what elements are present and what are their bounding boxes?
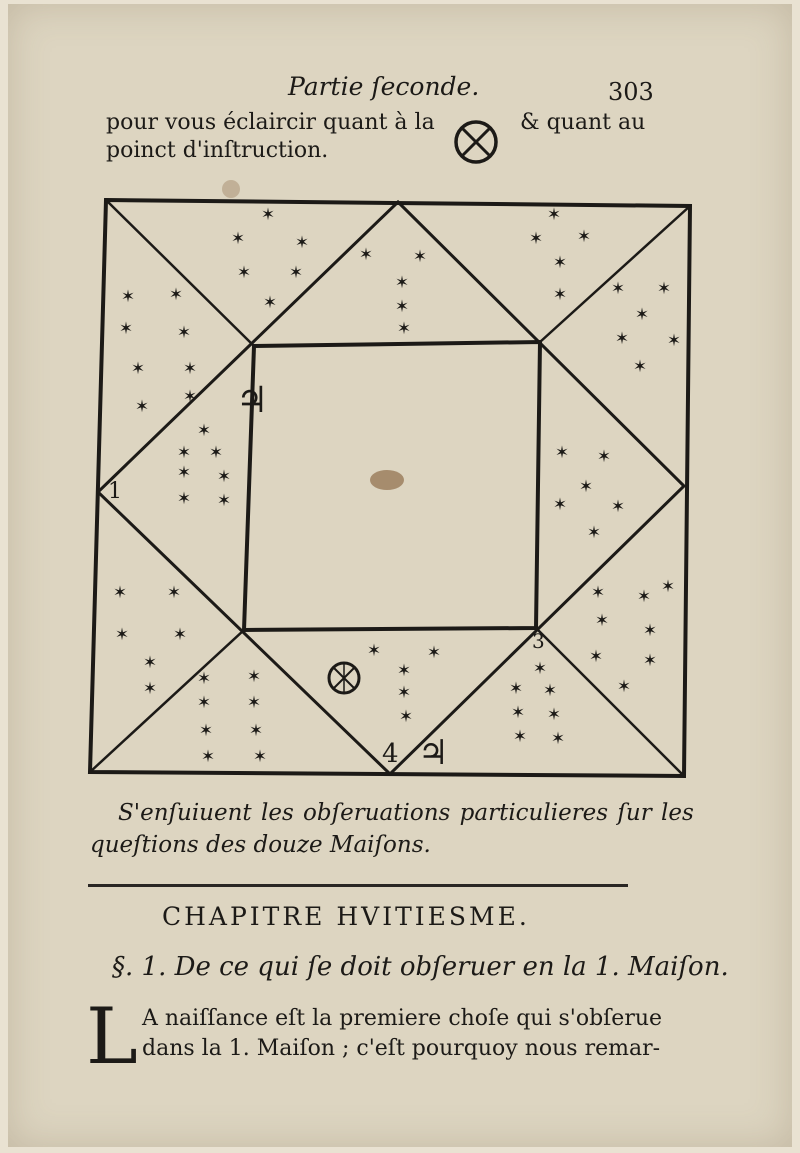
body-text-line-2: dans la 1. Maiſon ; c'eſt pourquoy nous remar- bbox=[142, 1036, 661, 1061]
star-glyph: ✶ bbox=[594, 611, 610, 631]
star-glyph: ✶ bbox=[230, 229, 246, 249]
star-glyph: ✶ bbox=[532, 659, 548, 679]
star-glyph: ✶ bbox=[636, 587, 652, 607]
star-glyph: ✶ bbox=[246, 693, 262, 713]
star-glyph: ✶ bbox=[412, 247, 428, 267]
star-glyph: ✶ bbox=[260, 205, 276, 225]
star-glyph: ✶ bbox=[358, 245, 374, 265]
intro-text-line-1a: pour vous éclaircir quant à la bbox=[106, 110, 435, 135]
intro-text-line-2: poinct d'inſtruction. bbox=[106, 138, 329, 163]
star-glyph: ✶ bbox=[632, 357, 648, 377]
star-glyph: ✶ bbox=[554, 443, 570, 463]
star-glyph: ✶ bbox=[546, 705, 562, 725]
section-divider bbox=[88, 884, 628, 887]
star-glyph: ✶ bbox=[550, 729, 566, 749]
house-number-4: 4 bbox=[382, 739, 399, 769]
page-number: 303 bbox=[608, 78, 654, 106]
star-glyph: ✶ bbox=[196, 421, 212, 441]
star-glyph: ✶ bbox=[396, 319, 412, 339]
house-number-1: 1 bbox=[108, 479, 122, 504]
jupiter-symbol: ♃ bbox=[418, 733, 449, 773]
star-glyph: ✶ bbox=[666, 331, 682, 351]
star-glyph: ✶ bbox=[546, 205, 562, 225]
star-glyph: ✶ bbox=[112, 583, 128, 603]
star-glyph: ✶ bbox=[208, 443, 224, 463]
star-glyph: ✶ bbox=[134, 397, 150, 417]
star-glyph: ✶ bbox=[528, 229, 544, 249]
body-text-line-1: A naiſſance eſt la premiere choſe qui s'obſerue bbox=[142, 1006, 663, 1031]
part-of-fortune-icon bbox=[452, 118, 500, 166]
star-glyph: ✶ bbox=[182, 359, 198, 379]
star-glyph: ✶ bbox=[196, 693, 212, 713]
star-glyph: ✶ bbox=[542, 681, 558, 701]
star-glyph: ✶ bbox=[590, 583, 606, 603]
star-glyph: ✶ bbox=[236, 263, 252, 283]
star-glyph: ✶ bbox=[288, 263, 304, 283]
caption-line-1: S'enſuiuent les obſeruations particulieres ſur les bbox=[118, 800, 694, 826]
star-glyph: ✶ bbox=[394, 273, 410, 293]
star-glyph: ✶ bbox=[294, 233, 310, 253]
star-glyph: ✶ bbox=[616, 677, 632, 697]
running-head: Partie ſeconde. bbox=[288, 72, 480, 101]
star-glyph: ✶ bbox=[176, 323, 192, 343]
star-glyph: ✶ bbox=[200, 747, 216, 767]
star-glyph: ✶ bbox=[552, 495, 568, 515]
star-glyph: ✶ bbox=[586, 523, 602, 543]
star-glyph: ✶ bbox=[398, 707, 414, 727]
star-glyph: ✶ bbox=[396, 683, 412, 703]
star-glyph: ✶ bbox=[596, 447, 612, 467]
star-glyph: ✶ bbox=[366, 641, 382, 661]
house-number-3: 3 bbox=[532, 629, 545, 653]
horoscope-chart bbox=[84, 190, 696, 780]
star-glyph: ✶ bbox=[176, 489, 192, 509]
star-glyph: ✶ bbox=[182, 387, 198, 407]
star-glyph: ✶ bbox=[262, 293, 278, 313]
star-glyph: ✶ bbox=[552, 253, 568, 273]
caption-line-2: queſtions des douze Maiſons. bbox=[90, 832, 431, 858]
star-glyph: ✶ bbox=[172, 625, 188, 645]
star-glyph: ✶ bbox=[142, 679, 158, 699]
star-glyph: ✶ bbox=[396, 661, 412, 681]
star-glyph: ✶ bbox=[576, 227, 592, 247]
star-glyph: ✶ bbox=[168, 285, 184, 305]
star-glyph: ✶ bbox=[114, 625, 130, 645]
star-glyph: ✶ bbox=[578, 477, 594, 497]
star-glyph: ✶ bbox=[512, 727, 528, 747]
star-glyph: ✶ bbox=[216, 467, 232, 487]
star-glyph: ✶ bbox=[426, 643, 442, 663]
star-glyph: ✶ bbox=[656, 279, 672, 299]
star-glyph: ✶ bbox=[510, 703, 526, 723]
star-glyph: ✶ bbox=[642, 621, 658, 641]
star-glyph: ✶ bbox=[508, 679, 524, 699]
star-glyph: ✶ bbox=[216, 491, 232, 511]
section-title: §. 1. De ce qui ſe doit obſeruer en la 1. Maiſon. bbox=[112, 952, 729, 982]
star-glyph: ✶ bbox=[176, 443, 192, 463]
jupiter-symbol: ♃ bbox=[236, 380, 269, 421]
star-glyph: ✶ bbox=[634, 305, 650, 325]
chapter-title: CHAPITRE HVITIESME. bbox=[162, 902, 530, 931]
star-glyph: ✶ bbox=[394, 297, 410, 317]
intro-text-line-1b: & quant au bbox=[520, 110, 646, 135]
star-glyph: ✶ bbox=[252, 747, 268, 767]
star-glyph: ✶ bbox=[166, 583, 182, 603]
star-glyph: ✶ bbox=[248, 721, 264, 741]
star-glyph: ✶ bbox=[642, 651, 658, 671]
star-glyph: ✶ bbox=[118, 319, 134, 339]
star-glyph: ✶ bbox=[552, 285, 568, 305]
star-glyph: ✶ bbox=[130, 359, 146, 379]
drop-cap: L bbox=[86, 992, 138, 1082]
star-glyph: ✶ bbox=[614, 329, 630, 349]
star-glyph: ✶ bbox=[120, 287, 136, 307]
star-glyph: ✶ bbox=[198, 721, 214, 741]
star-glyph: ✶ bbox=[610, 279, 626, 299]
star-glyph: ✶ bbox=[196, 669, 212, 689]
star-glyph: ✶ bbox=[246, 667, 262, 687]
star-glyph: ✶ bbox=[142, 653, 158, 673]
star-glyph: ✶ bbox=[588, 647, 604, 667]
star-glyph: ✶ bbox=[610, 497, 626, 517]
star-glyph: ✶ bbox=[176, 463, 192, 483]
star-glyph: ✶ bbox=[660, 577, 676, 597]
